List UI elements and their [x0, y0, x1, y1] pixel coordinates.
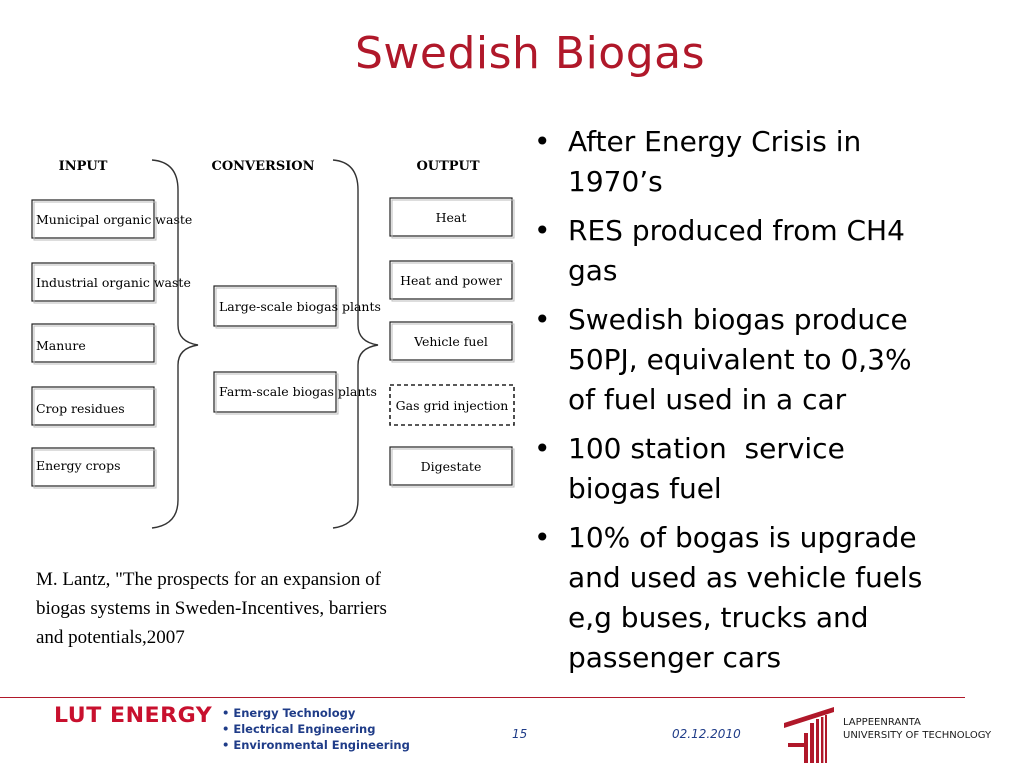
bullet-line: RES produced from CH4 — [568, 214, 905, 247]
diagram-output-header: OUTPUT — [416, 159, 480, 174]
conversion-label: Large-scale biogas plants — [219, 299, 381, 314]
bullet-line: and used as vehicle fuels — [568, 561, 923, 594]
university-name — [843, 716, 991, 742]
diagram-input-header: INPUT — [58, 159, 108, 174]
input-box-manure — [32, 324, 156, 364]
input-label: Industrial organic waste — [36, 275, 191, 290]
bullet-line: 10% of bogas is upgrade — [568, 521, 917, 554]
bullet-line: 100 station service — [568, 432, 845, 465]
bullet-dot: • — [534, 125, 551, 158]
bullet-dot: • — [534, 432, 551, 465]
conversion-label: Farm-scale biogas plants — [219, 384, 377, 399]
biogas-flow-diagram — [28, 150, 518, 535]
bullet-line: After Energy Crisis in — [568, 125, 862, 158]
bullet-line: biogas fuel — [568, 472, 722, 505]
input-box-crop-residues — [32, 387, 156, 427]
citation — [36, 565, 516, 652]
university-name-line: UNIVERSITY OF TECHNOLOGY — [843, 730, 992, 741]
departments-list — [222, 705, 410, 753]
department-item: • Environmental Engineering — [222, 738, 410, 752]
output-label: Heat and power — [400, 273, 502, 288]
biogas-flow-svg — [28, 150, 518, 535]
output-label: Digestate — [420, 459, 482, 474]
bullet-item — [532, 122, 972, 202]
output-label: Heat — [435, 210, 467, 225]
slide-title: Swedish Biogas — [354, 28, 706, 79]
citation-line: biogas systems in Sweden-Incentives, barriers — [36, 598, 387, 619]
input-label: Energy crops — [36, 458, 121, 473]
bullet-dot: • — [534, 303, 551, 336]
bullet-line: of fuel used in a car — [568, 383, 847, 416]
department-item: • Electrical Engineering — [222, 722, 376, 736]
citation-line: and potentials,2007 — [36, 627, 185, 648]
output-box-gas-grid — [390, 385, 514, 425]
input-box-industrial — [32, 263, 191, 303]
bullet-dot: • — [534, 521, 551, 554]
output-label: Vehicle fuel — [414, 334, 488, 349]
footer-divider — [0, 697, 965, 698]
input-box-municipal — [32, 200, 192, 240]
output-box-vehicle-fuel — [390, 322, 514, 362]
bullet-item — [532, 518, 972, 678]
bullet-line: passenger cars — [568, 641, 782, 674]
input-label: Municipal organic waste — [36, 212, 193, 227]
bullet-dot: • — [534, 214, 551, 247]
bullet-line: 1970’s — [568, 165, 663, 198]
citation-line: M. Lantz, "The prospects for an expansion of — [36, 569, 381, 590]
output-brace — [333, 160, 378, 528]
bullet-line: 50PJ, equivalent to 0,3% — [568, 343, 912, 376]
bullet-line: e,g buses, trucks and — [568, 601, 869, 634]
output-box-heat-power — [390, 261, 514, 301]
input-label: Manure — [36, 338, 86, 353]
bullet-list — [532, 122, 972, 687]
bullet-item — [532, 211, 972, 291]
conversion-box-farm-scale — [214, 372, 377, 414]
page-number: 15 — [512, 727, 528, 741]
input-label: Crop residues — [36, 401, 125, 416]
conversion-box-large-scale — [214, 286, 381, 328]
slide-date: 02.12.2010 — [672, 727, 741, 741]
bullet-line: Swedish biogas produce — [568, 303, 908, 336]
lut-energy-logo: LUT ENERGY — [54, 703, 213, 727]
bullet-item — [532, 429, 972, 509]
input-box-energy-crops — [32, 448, 156, 488]
bullet-line: gas — [568, 254, 618, 287]
output-box-heat — [390, 198, 514, 238]
output-box-digestate — [390, 447, 514, 487]
bullet-item — [532, 300, 972, 420]
university-logo-icon — [782, 703, 838, 765]
department-item: • Energy Technology — [222, 706, 356, 720]
output-label: Gas grid injection — [395, 398, 509, 413]
diagram-conversion-header: CONVERSION — [211, 159, 315, 174]
university-name-line: LAPPEENRANTA — [843, 717, 921, 728]
